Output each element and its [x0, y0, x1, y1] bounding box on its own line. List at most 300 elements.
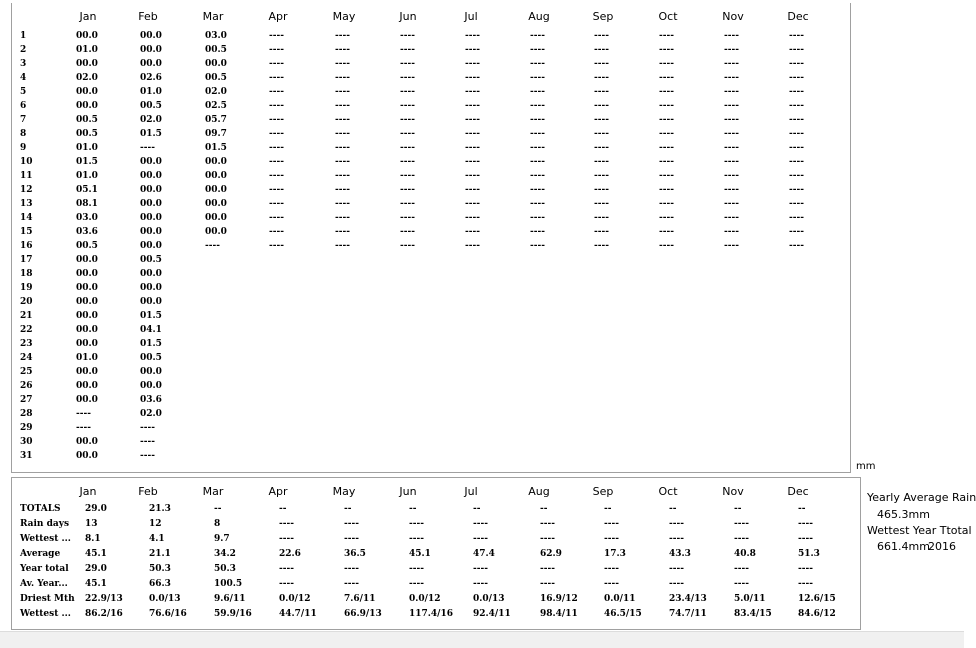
- daily-value: ----: [594, 227, 609, 237]
- daily-value: 00.0: [140, 157, 162, 167]
- daily-value: 00.5: [76, 115, 98, 125]
- stat-value: 44.7/11: [279, 609, 317, 619]
- daily-value: 00.0: [140, 171, 162, 181]
- day-label: 28: [20, 409, 33, 419]
- daily-value: ----: [400, 73, 415, 83]
- daily-value: ----: [530, 59, 545, 69]
- month-header-bottom: Apr: [268, 485, 288, 498]
- daily-value: 00.0: [76, 325, 98, 335]
- daily-value: ----: [335, 171, 350, 181]
- daily-value: ----: [400, 45, 415, 55]
- daily-value: ----: [465, 157, 480, 167]
- stat-value: --: [214, 504, 222, 514]
- yearly-average-label: Yearly Average Rain: [867, 491, 976, 504]
- day-label: 6: [20, 101, 27, 111]
- stat-value: 74.7/11: [669, 609, 707, 619]
- stat-value: --: [279, 504, 287, 514]
- daily-value: ----: [76, 409, 91, 419]
- month-header-bottom: Nov: [722, 485, 744, 498]
- daily-value: 00.5: [76, 241, 98, 251]
- daily-value: 00.0: [205, 59, 227, 69]
- daily-value: 05.1: [76, 185, 98, 195]
- daily-value: ----: [400, 31, 415, 41]
- daily-value: ----: [724, 129, 739, 139]
- daily-value: ----: [465, 213, 480, 223]
- stat-value: 0.0/13: [149, 594, 181, 604]
- daily-value: 03.0: [76, 213, 98, 223]
- daily-value: ----: [269, 31, 284, 41]
- daily-value: ----: [724, 171, 739, 181]
- stat-value: ----: [409, 579, 424, 589]
- day-label: 20: [20, 297, 33, 307]
- daily-value: ----: [789, 45, 804, 55]
- stat-value: 50.3: [214, 564, 236, 574]
- stat-value: ----: [669, 519, 684, 529]
- stat-value: ----: [734, 519, 749, 529]
- daily-value: ----: [789, 101, 804, 111]
- daily-value: ----: [335, 227, 350, 237]
- month-header-top: Nov: [722, 10, 744, 23]
- stat-value: --: [604, 504, 612, 514]
- stat-label: Wettest ...: [20, 609, 71, 619]
- stat-value: ----: [409, 564, 424, 574]
- daily-value: 00.0: [140, 227, 162, 237]
- stat-value: ----: [473, 564, 488, 574]
- daily-value: ----: [335, 73, 350, 83]
- daily-value: 00.0: [140, 185, 162, 195]
- daily-value: ----: [530, 227, 545, 237]
- daily-value: 01.0: [76, 143, 98, 153]
- daily-value: 03.6: [140, 395, 162, 405]
- unit-label: mm: [856, 461, 876, 472]
- stat-value: 12: [149, 519, 162, 529]
- daily-value: ----: [530, 241, 545, 251]
- stat-value: 40.8: [734, 549, 756, 559]
- daily-value: 00.0: [76, 87, 98, 97]
- daily-value: ----: [140, 437, 155, 447]
- stat-value: ----: [540, 579, 555, 589]
- daily-value: 02.6: [140, 73, 162, 83]
- daily-value: ----: [789, 241, 804, 251]
- daily-value: ----: [269, 213, 284, 223]
- stat-value: 12.6/15: [798, 594, 836, 604]
- stat-value: ----: [344, 579, 359, 589]
- stat-value: ----: [798, 534, 813, 544]
- stat-value: 9.6/11: [214, 594, 246, 604]
- day-label: 7: [20, 115, 27, 125]
- stat-value: ----: [604, 519, 619, 529]
- stat-value: --: [540, 504, 548, 514]
- daily-value: ----: [594, 115, 609, 125]
- month-header-top: Jan: [79, 10, 97, 23]
- daily-value: ----: [594, 129, 609, 139]
- stat-value: ----: [604, 534, 619, 544]
- stat-value: ----: [344, 519, 359, 529]
- daily-value: ----: [594, 45, 609, 55]
- daily-value: 00.0: [140, 31, 162, 41]
- daily-value: ----: [400, 143, 415, 153]
- stat-value: 21.3: [149, 504, 171, 514]
- wettest-year-year: 2016: [928, 540, 956, 553]
- stat-value: 8: [214, 519, 221, 529]
- month-header-bottom: Dec: [787, 485, 809, 498]
- stat-value: 66.9/13: [344, 609, 382, 619]
- daily-value: ----: [269, 171, 284, 181]
- daily-value: 02.0: [140, 409, 162, 419]
- stat-value: --: [473, 504, 481, 514]
- daily-value: 02.5: [205, 101, 227, 111]
- day-label: 29: [20, 423, 33, 433]
- daily-value: 00.0: [140, 241, 162, 251]
- stat-label: Year total: [20, 564, 69, 574]
- daily-value: 01.5: [205, 143, 227, 153]
- daily-value: ----: [659, 199, 674, 209]
- stat-value: ----: [669, 579, 684, 589]
- daily-value: ----: [530, 213, 545, 223]
- daily-value: ----: [269, 185, 284, 195]
- daily-value: 00.0: [76, 255, 98, 265]
- daily-value: ----: [789, 73, 804, 83]
- daily-value: ----: [724, 241, 739, 251]
- day-label: 14: [20, 213, 33, 223]
- daily-value: ----: [269, 73, 284, 83]
- daily-value: 01.5: [140, 311, 162, 321]
- daily-value: ----: [140, 423, 155, 433]
- daily-value: ----: [594, 101, 609, 111]
- daily-value: ----: [335, 31, 350, 41]
- daily-value: ----: [335, 157, 350, 167]
- daily-value: ----: [400, 59, 415, 69]
- daily-value: 00.0: [76, 297, 98, 307]
- daily-value: ----: [335, 241, 350, 251]
- daily-value: ----: [530, 87, 545, 97]
- daily-value: 05.7: [205, 115, 227, 125]
- daily-value: ----: [465, 171, 480, 181]
- daily-value: 00.0: [76, 59, 98, 69]
- day-label: 25: [20, 367, 33, 377]
- daily-value: ----: [594, 73, 609, 83]
- daily-value: ----: [789, 227, 804, 237]
- stat-value: 4.1: [149, 534, 165, 544]
- daily-value: ----: [659, 59, 674, 69]
- stat-value: 7.6/11: [344, 594, 376, 604]
- daily-value: ----: [465, 115, 480, 125]
- daily-value: ----: [335, 115, 350, 125]
- daily-value: ----: [269, 45, 284, 55]
- month-header-top: Apr: [268, 10, 288, 23]
- daily-value: 00.0: [205, 171, 227, 181]
- daily-value: ----: [789, 213, 804, 223]
- stat-value: ----: [344, 564, 359, 574]
- stat-value: 86.2/16: [85, 609, 123, 619]
- daily-value: ----: [724, 87, 739, 97]
- daily-value: ----: [724, 199, 739, 209]
- stat-value: 17.3: [604, 549, 626, 559]
- stat-label: Wettest ...: [20, 534, 71, 544]
- daily-value: ----: [530, 73, 545, 83]
- stat-value: ----: [279, 564, 294, 574]
- daily-value: ----: [594, 199, 609, 209]
- daily-value: ----: [400, 87, 415, 97]
- stat-value: 0.0/13: [473, 594, 505, 604]
- daily-value: ----: [269, 157, 284, 167]
- daily-value: 09.7: [205, 129, 227, 139]
- daily-value: ----: [465, 129, 480, 139]
- stat-value: ----: [540, 564, 555, 574]
- month-header-top: Feb: [138, 10, 158, 23]
- month-header-bottom: Oct: [658, 485, 678, 498]
- daily-value: ----: [659, 101, 674, 111]
- month-header-bottom: Jul: [464, 485, 478, 498]
- daily-value: ----: [400, 241, 415, 251]
- daily-value: 00.0: [76, 367, 98, 377]
- daily-value: ----: [530, 101, 545, 111]
- daily-value: ----: [269, 115, 284, 125]
- daily-value: 03.6: [76, 227, 98, 237]
- month-header-bottom: May: [332, 485, 356, 498]
- daily-value: ----: [269, 199, 284, 209]
- month-header-bottom: Jun: [399, 485, 417, 498]
- stat-value: ----: [798, 564, 813, 574]
- daily-value: ----: [465, 143, 480, 153]
- stat-value: 98.4/11: [540, 609, 578, 619]
- daily-value: ----: [724, 73, 739, 83]
- daily-value: 00.0: [140, 59, 162, 69]
- stat-value: 0.0/12: [409, 594, 441, 604]
- daily-value: 00.0: [140, 367, 162, 377]
- daily-value: ----: [335, 45, 350, 55]
- daily-value: ----: [465, 73, 480, 83]
- stat-value: 43.3: [669, 549, 691, 559]
- daily-value: ----: [269, 241, 284, 251]
- day-label: 2: [20, 45, 27, 55]
- daily-value: ----: [335, 185, 350, 195]
- daily-value: 00.0: [76, 437, 98, 447]
- daily-value: ----: [659, 185, 674, 195]
- daily-value: ----: [530, 199, 545, 209]
- day-label: 26: [20, 381, 33, 391]
- daily-value: ----: [269, 87, 284, 97]
- stat-value: ----: [344, 534, 359, 544]
- daily-value: ----: [269, 143, 284, 153]
- stat-value: 29.0: [85, 564, 107, 574]
- stat-value: 50.3: [149, 564, 171, 574]
- day-label: 1: [20, 31, 27, 41]
- daily-value: 00.0: [140, 269, 162, 279]
- daily-value: ----: [335, 59, 350, 69]
- stat-value: 0.0/12: [279, 594, 311, 604]
- daily-value: ----: [594, 87, 609, 97]
- daily-value: ----: [530, 185, 545, 195]
- daily-value: ----: [400, 227, 415, 237]
- daily-value: ----: [465, 199, 480, 209]
- daily-value: 00.5: [140, 101, 162, 111]
- daily-value: ----: [789, 31, 804, 41]
- stat-value: --: [798, 504, 806, 514]
- daily-value: ----: [789, 59, 804, 69]
- daily-value: 01.5: [140, 339, 162, 349]
- stat-value: --: [409, 504, 417, 514]
- daily-value: 00.0: [205, 185, 227, 195]
- daily-value: 02.0: [76, 73, 98, 83]
- daily-value: ----: [465, 227, 480, 237]
- day-label: 13: [20, 199, 33, 209]
- daily-value: ----: [594, 59, 609, 69]
- day-label: 22: [20, 325, 33, 335]
- day-label: 31: [20, 451, 33, 461]
- stat-value: ----: [798, 519, 813, 529]
- stat-label: TOTALS: [20, 504, 61, 514]
- stat-value: 51.3: [798, 549, 820, 559]
- daily-value: ----: [400, 199, 415, 209]
- day-label: 17: [20, 255, 33, 265]
- daily-value: ----: [530, 171, 545, 181]
- daily-value: 01.0: [76, 171, 98, 181]
- day-label: 3: [20, 59, 27, 69]
- daily-value: ----: [400, 185, 415, 195]
- stat-value: 29.0: [85, 504, 107, 514]
- day-label: 9: [20, 143, 27, 153]
- daily-value: ----: [335, 213, 350, 223]
- daily-value: ----: [724, 59, 739, 69]
- daily-value: ----: [400, 101, 415, 111]
- stat-value: ----: [604, 564, 619, 574]
- status-strip: [0, 631, 964, 648]
- month-header-top: Jun: [399, 10, 417, 23]
- stat-value: 76.6/16: [149, 609, 187, 619]
- daily-value: ----: [530, 157, 545, 167]
- day-label: 27: [20, 395, 33, 405]
- stat-value: --: [669, 504, 677, 514]
- yearly-average-value: 465.3mm: [877, 508, 930, 521]
- daily-value: ----: [594, 171, 609, 181]
- day-label: 18: [20, 269, 33, 279]
- stat-value: 45.1: [85, 579, 107, 589]
- daily-value: ----: [659, 143, 674, 153]
- daily-value: ----: [724, 143, 739, 153]
- daily-value: 00.0: [76, 451, 98, 461]
- stat-value: 22.9/13: [85, 594, 123, 604]
- day-label: 23: [20, 339, 33, 349]
- stat-value: ----: [734, 579, 749, 589]
- daily-value: 00.0: [140, 199, 162, 209]
- daily-value: ----: [400, 115, 415, 125]
- daily-value: ----: [335, 143, 350, 153]
- stat-value: 21.1: [149, 549, 171, 559]
- daily-value: 01.0: [140, 87, 162, 97]
- daily-value: ----: [465, 87, 480, 97]
- daily-value: 00.0: [76, 269, 98, 279]
- daily-value: ----: [465, 45, 480, 55]
- stat-value: --: [344, 504, 352, 514]
- daily-value: ----: [789, 199, 804, 209]
- stat-value: 22.6: [279, 549, 301, 559]
- stat-value: --: [734, 504, 742, 514]
- stat-value: 92.4/11: [473, 609, 511, 619]
- stat-value: 84.6/12: [798, 609, 836, 619]
- daily-value: ----: [465, 185, 480, 195]
- daily-value: 00.0: [205, 157, 227, 167]
- daily-value: 01.5: [76, 157, 98, 167]
- daily-value: ----: [594, 143, 609, 153]
- month-header-top: Aug: [528, 10, 550, 23]
- stat-value: 23.4/13: [669, 594, 707, 604]
- daily-value: 01.0: [76, 353, 98, 363]
- daily-value: 00.0: [76, 31, 98, 41]
- stat-value: 34.2: [214, 549, 236, 559]
- daily-value: ----: [659, 241, 674, 251]
- stat-value: 0.0/11: [604, 594, 636, 604]
- daily-value: 08.1: [76, 199, 98, 209]
- daily-value: ----: [789, 87, 804, 97]
- stat-value: ----: [734, 534, 749, 544]
- daily-value: ----: [659, 45, 674, 55]
- month-header-bottom: Jan: [79, 485, 97, 498]
- stat-value: 36.5: [344, 549, 366, 559]
- stat-label: Average: [20, 549, 61, 559]
- daily-value: 02.0: [140, 115, 162, 125]
- day-label: 21: [20, 311, 33, 321]
- month-header-bottom: Feb: [138, 485, 158, 498]
- stat-value: ----: [669, 564, 684, 574]
- daily-value: ----: [724, 227, 739, 237]
- day-label: 15: [20, 227, 33, 237]
- daily-value: ----: [594, 241, 609, 251]
- stat-value: 8.1: [85, 534, 101, 544]
- month-header-top: Jul: [464, 10, 478, 23]
- stat-value: 100.5: [214, 579, 243, 589]
- stat-value: 13: [85, 519, 98, 529]
- stat-value: ----: [473, 519, 488, 529]
- month-header-top: Sep: [592, 10, 614, 23]
- daily-value: ----: [335, 199, 350, 209]
- daily-value: ----: [400, 157, 415, 167]
- daily-value: ----: [789, 129, 804, 139]
- stat-value: ----: [279, 534, 294, 544]
- daily-value: ----: [594, 31, 609, 41]
- daily-value: 00.0: [76, 395, 98, 405]
- stat-value: ----: [734, 564, 749, 574]
- stat-value: 66.3: [149, 579, 171, 589]
- day-label: 8: [20, 129, 27, 139]
- daily-value: ----: [789, 157, 804, 167]
- stat-value: 16.9/12: [540, 594, 578, 604]
- stat-value: 59.9/16: [214, 609, 252, 619]
- stat-value: ----: [409, 534, 424, 544]
- stat-label: Av. Year...: [20, 579, 68, 589]
- daily-value: ----: [465, 241, 480, 251]
- daily-value: 00.0: [76, 381, 98, 391]
- daily-value: ----: [594, 213, 609, 223]
- day-label: 30: [20, 437, 33, 447]
- month-header-top: Oct: [658, 10, 678, 23]
- daily-value: 00.0: [76, 339, 98, 349]
- day-label: 10: [20, 157, 33, 167]
- daily-value: ----: [724, 185, 739, 195]
- daily-value: ----: [140, 451, 155, 461]
- daily-value: ----: [400, 129, 415, 139]
- stat-value: ----: [279, 579, 294, 589]
- daily-value: ----: [659, 115, 674, 125]
- stat-value: ----: [473, 534, 488, 544]
- daily-value: ----: [659, 227, 674, 237]
- daily-value: 00.0: [140, 283, 162, 293]
- wettest-year-value: 661.4mm: [877, 540, 930, 553]
- stat-value: ----: [279, 519, 294, 529]
- stat-value: ----: [409, 519, 424, 529]
- daily-value: ----: [400, 171, 415, 181]
- daily-value: 00.0: [76, 283, 98, 293]
